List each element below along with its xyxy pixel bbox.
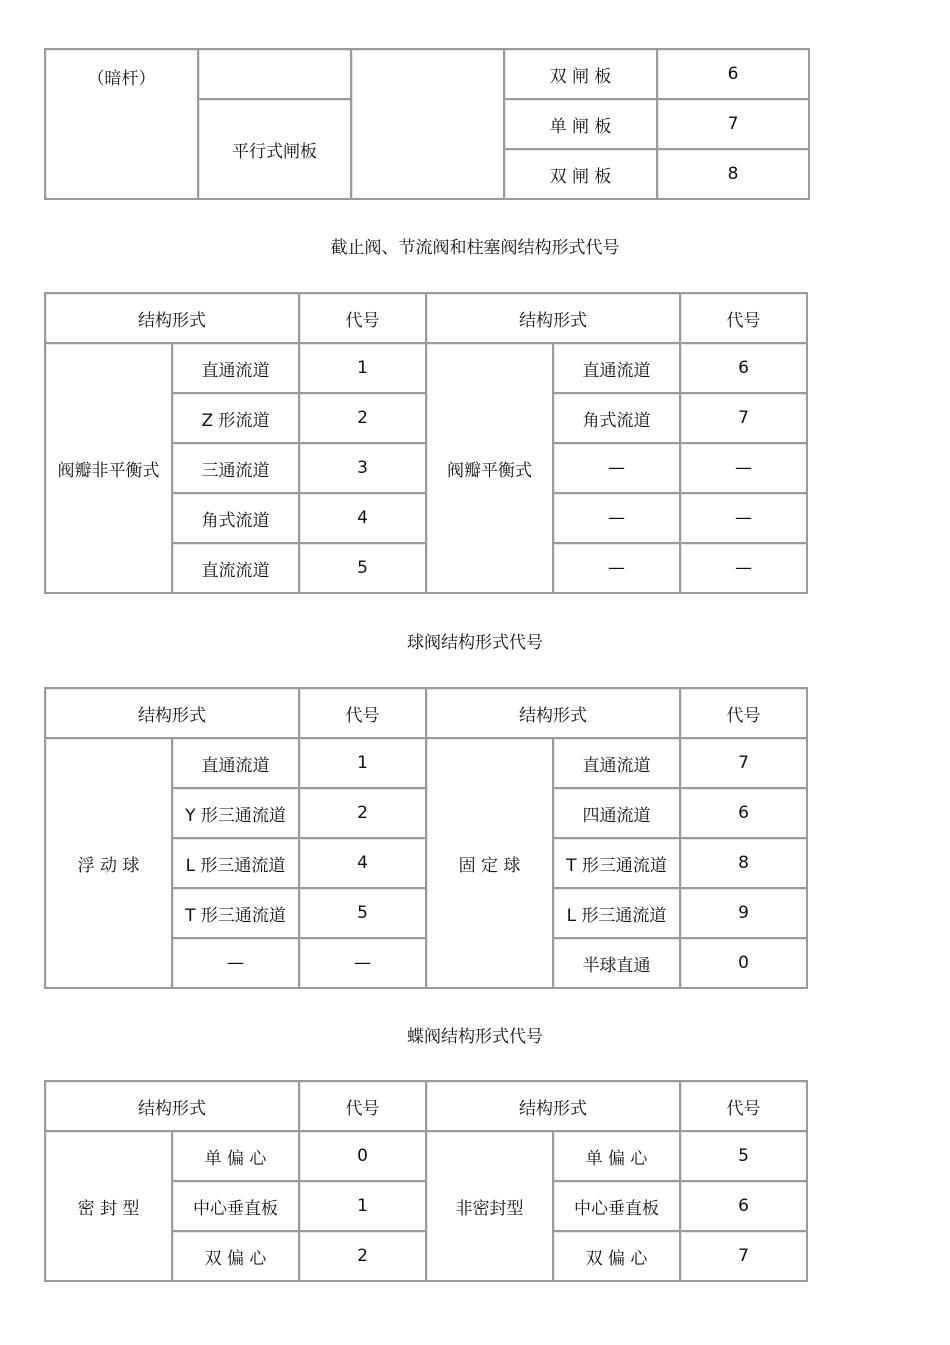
table-cell: 4 [299,493,426,543]
table-cell: 四通流道 [553,788,680,838]
gate-left-label: （暗杆） [45,49,198,199]
group-label: 固 定 球 [426,738,553,988]
table-cell: 5 [299,888,426,938]
table-cell: 中心垂直板 [553,1181,680,1231]
header-form: 结构形式 [426,688,680,738]
header-form: 结构形式 [426,293,680,343]
group-label: 阀瓣非平衡式 [45,343,172,593]
table-cell: 7 [680,738,807,788]
table-cell: 直通流道 [553,343,680,393]
table-cell: 单 偏 心 [553,1131,680,1181]
table-cell: 7 [680,1231,807,1281]
gate-empty-cell [198,49,351,99]
table-cell: 2 [299,788,426,838]
group-label: 阀瓣平衡式 [426,343,553,593]
gate-mid-label: 平行式闸板 [198,99,351,199]
butterfly-valve-table [44,1080,808,1282]
table-cell: L 形三通流道 [553,888,680,938]
table-cell: 8 [680,838,807,888]
table-cell: 1 [299,343,426,393]
table-cell: 直通流道 [553,738,680,788]
table-cell: 双 偏 心 [553,1231,680,1281]
globe-table-title: 截止阀、节流阀和柱塞阀结构形式代号 [330,238,620,258]
table-cell: 0 [680,938,807,988]
table-cell: Y 形三通流道 [172,788,299,838]
table-cell: 2 [299,1231,426,1281]
table-cell: 6 [680,788,807,838]
table-cell: 7 [680,393,807,443]
table-cell: 5 [680,1131,807,1181]
table-cell: 中心垂直板 [172,1181,299,1231]
header-form: 结构形式 [45,688,299,738]
table-cell: 1 [299,1181,426,1231]
butterfly-table-title: 蝶阀结构形式代号 [407,1027,543,1047]
table-cell: — [680,543,807,593]
table-cell: 2 [299,393,426,443]
table-cell: 双 闸 板 [504,49,657,99]
header-code: 代号 [680,293,807,343]
table-cell: — [172,938,299,988]
ball-table-title: 球阀结构形式代号 [407,633,543,653]
header-code: 代号 [299,688,426,738]
table-cell: — [299,938,426,988]
header-form: 结构形式 [45,1081,299,1131]
table-cell: Z 形流道 [172,393,299,443]
table-cell: 三通流道 [172,443,299,493]
group-label: 非密封型 [426,1131,553,1281]
table-cell: — [553,543,680,593]
header-code: 代号 [299,1081,426,1131]
table-cell: 直流流道 [172,543,299,593]
table-cell: 0 [299,1131,426,1181]
gate-empty-cell [351,49,504,199]
ball-valve-table [44,687,808,989]
header-form: 结构形式 [426,1081,680,1131]
table-cell: 半球直通 [553,938,680,988]
header-code: 代号 [299,293,426,343]
globe-valve-table [44,292,808,594]
table-cell: 6 [657,49,809,99]
table-cell: — [680,493,807,543]
table-cell: 5 [299,543,426,593]
table-cell: 6 [680,1181,807,1231]
gate-valve-table [44,48,810,200]
table-cell: 双 偏 心 [172,1231,299,1281]
table-cell: 直通流道 [172,738,299,788]
table-cell: — [680,443,807,493]
table-cell: 9 [680,888,807,938]
table-cell: 单 闸 板 [504,99,657,149]
group-label: 浮 动 球 [45,738,172,988]
header-code: 代号 [680,688,807,738]
table-cell: 角式流道 [172,493,299,543]
table-cell: — [553,443,680,493]
table-cell: 7 [657,99,809,149]
group-label: 密 封 型 [45,1131,172,1281]
table-cell: 双 闸 板 [504,149,657,199]
table-cell: 3 [299,443,426,493]
table-cell: 6 [680,343,807,393]
table-cell: 单 偏 心 [172,1131,299,1181]
header-form: 结构形式 [45,293,299,343]
table-cell: 角式流道 [553,393,680,443]
table-cell: — [553,493,680,543]
table-cell: L 形三通流道 [172,838,299,888]
table-cell: 8 [657,149,809,199]
header-code: 代号 [680,1081,807,1131]
table-cell: 直通流道 [172,343,299,393]
table-cell: T 形三通流道 [172,888,299,938]
table-cell: 4 [299,838,426,888]
table-cell: T 形三通流道 [553,838,680,888]
table-cell: 1 [299,738,426,788]
